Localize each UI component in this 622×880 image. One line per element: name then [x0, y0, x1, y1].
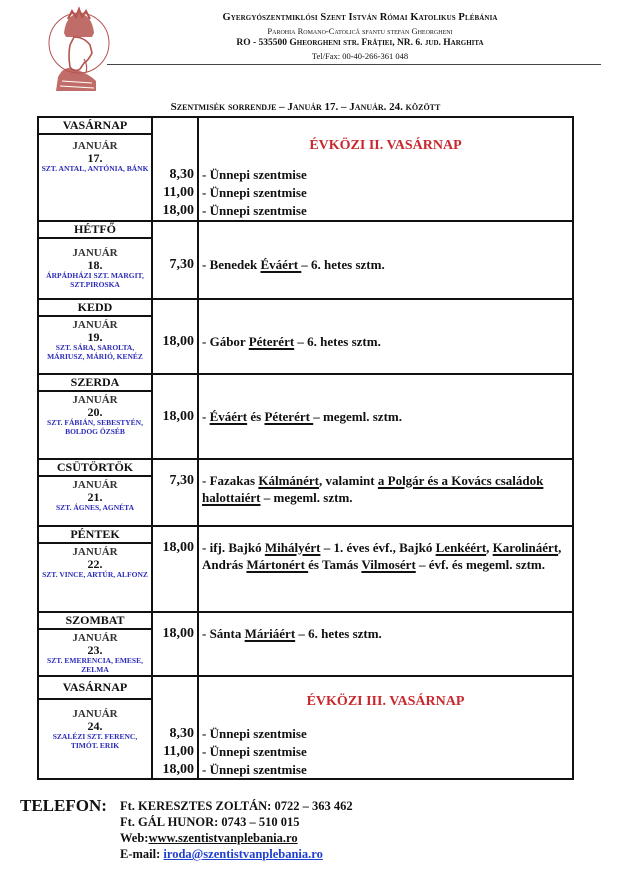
mass-time: 8,30 [169, 726, 194, 741]
date-info [39, 135, 151, 173]
parish-name-romanian: Parohia Romano-Catolică sfantu stefan Gheorgheni [267, 26, 453, 36]
day-number: 22. [87, 557, 103, 571]
day-block [37, 298, 574, 373]
month-label: JANUÁR [72, 546, 118, 558]
mass-intention [202, 408, 566, 425]
telefon-label: TELEFON: [20, 796, 107, 815]
mass-intention [202, 472, 566, 506]
intention-text: - Gábor [202, 334, 249, 349]
description-column [199, 300, 572, 373]
month-label: JANUÁR [72, 319, 118, 331]
time-column [151, 118, 199, 220]
day-name: VASÁRNAP [39, 118, 151, 135]
sunday-title: ÉVKÖZI II. VASÁRNAP [309, 138, 462, 153]
date-info [39, 477, 151, 512]
name-days: SZT. SÁRA, SAROLTA, MÁRIUSZ, MÁRIÓ, KENÉZ [47, 343, 143, 361]
mass-intention: - Ünnepi szentmise [202, 203, 307, 218]
intention-text: – évf. és megeml. sztm. [415, 557, 546, 572]
date-info [39, 239, 151, 289]
day-column [39, 527, 153, 611]
day-name: CSÜTÖRTÖK [39, 460, 151, 477]
time-column [151, 460, 199, 525]
parish-address: RO - 535500 Gheorgheni str. Frăției, NR. 6. jud. Harghita [236, 38, 484, 48]
day-name: SZOMBAT [39, 613, 151, 630]
parish-logo-icon [44, 3, 114, 93]
day-number: 20. [87, 405, 103, 419]
parish-name: Gyergyószentmiklósi Szent István Római Katolikus Plébánia [222, 12, 498, 23]
day-column [39, 613, 153, 675]
header-divider [107, 64, 601, 65]
day-number: 18. [87, 258, 103, 272]
intention-text: – 6. hetes sztm. [294, 334, 381, 349]
name-days: SZT. ÁGNES, AGNÉTA [55, 503, 135, 512]
description-column [199, 613, 572, 675]
day-number: 17. [87, 151, 103, 165]
day-block [37, 116, 574, 220]
intention-name: Éváért [209, 409, 248, 424]
mass-time: 11,00 [163, 185, 194, 200]
month-label: JANUÁR [72, 479, 118, 491]
name-days: SZT. EMERENCIA, EMESE, ZELMA [47, 656, 143, 674]
intention-name: Karolináért [492, 540, 559, 555]
month-label: JANUÁR [72, 394, 118, 406]
description-column [199, 375, 572, 458]
mass-schedule-table [37, 116, 574, 780]
intention-text: – 1. éves évf., Bajkó [320, 540, 436, 555]
mass-intention [202, 539, 566, 573]
date-info [39, 700, 151, 750]
day-name: VASÁRNAP [39, 677, 151, 700]
intention-name: a Polgár és a Kovács családok halottaiért [202, 473, 544, 505]
time-column [151, 527, 199, 611]
day-column [39, 460, 153, 525]
intention-name: Vilmosért [361, 557, 416, 572]
day-number: 19. [87, 330, 103, 344]
time-column [151, 300, 199, 373]
name-days: ÁRPÁDHÁZI SZT. MARGIT, SZT.PIROSKA [46, 271, 144, 289]
intention-name: Máriáért [244, 626, 296, 641]
mass-intention: - Ünnepi szentmise [202, 726, 307, 741]
month-label: JANUÁR [72, 247, 118, 259]
web-link[interactable]: www.szentistvanplebania.ro [148, 831, 298, 845]
day-block [37, 675, 574, 780]
mass-intention [202, 625, 566, 642]
description-column [199, 460, 572, 525]
mass-time: 18,00 [162, 626, 194, 641]
date-info [39, 392, 151, 436]
day-number: 24. [87, 719, 103, 733]
mass-intention [202, 256, 566, 273]
email-line [120, 847, 323, 862]
intention-text: , [486, 540, 493, 555]
description-column [199, 222, 572, 298]
name-days: SZT. VINCE, ARTÚR, ALFONZ [42, 570, 148, 579]
day-block [37, 525, 574, 611]
mass-time: 18,00 [162, 762, 194, 777]
time-column [151, 375, 199, 458]
day-number: 21. [87, 490, 103, 504]
day-block [37, 373, 574, 458]
mass-time: 11,00 [163, 744, 194, 759]
web-line [120, 831, 298, 846]
intention-text: , valamint [319, 473, 378, 488]
date-info [39, 544, 151, 579]
email-label: E-mail: [120, 847, 164, 861]
intention-text: – 6. hetes sztm. [301, 257, 385, 272]
intention-text: – megeml. sztm. [313, 409, 402, 424]
intention-text: - Benedek [202, 257, 261, 272]
email-link[interactable]: iroda@szentistvanplebania.ro [163, 847, 323, 861]
name-days: SZT. ANTAL, ANTÓNIA, BÁNK [41, 164, 149, 173]
month-label: JANUÁR [72, 708, 118, 720]
phone-gal: Ft. GÁL HUNOR: 0743 – 510 015 [120, 815, 300, 829]
name-days: SZT. FÁBIÁN, SEBESTYÉN, BOLDOG ÖZSÉB [47, 418, 143, 436]
intention-text: és Tamás [308, 557, 362, 572]
day-name: PÉNTEK [39, 527, 151, 544]
mass-time: 18,00 [162, 540, 194, 555]
time-column [151, 222, 199, 298]
day-column [39, 677, 153, 778]
mass-intention: - Ünnepi szentmise [202, 762, 307, 777]
day-column [39, 375, 153, 458]
description-column [199, 527, 572, 611]
day-name: HÉTFŐ [39, 222, 151, 239]
date-info [39, 317, 151, 361]
intention-text: - [202, 409, 210, 424]
intention-text: – 6. hetes sztm. [295, 626, 382, 641]
month-label: JANUÁR [72, 140, 118, 152]
schedule-title: Szentmisék sorrendje – Január 17. – Január. 24. között [170, 101, 441, 113]
month-label: JANUÁR [72, 632, 118, 644]
day-column [39, 222, 153, 298]
day-name: KEDD [39, 300, 151, 317]
intention-name: Kálmánért [258, 473, 319, 488]
intention-text: – megeml. sztm. [260, 490, 353, 505]
mass-intention: - Ünnepi szentmise [202, 185, 307, 200]
intention-name: Mihályért [264, 540, 321, 555]
mass-time: 18,00 [162, 203, 194, 218]
day-column [39, 118, 153, 220]
parish-telfax: Tel/Fax: 00-40-266-361 048 [311, 51, 409, 61]
day-column [39, 300, 153, 373]
day-number: 23. [87, 643, 103, 657]
intention-name: Péterért [248, 334, 295, 349]
mass-time: 18,00 [162, 334, 194, 349]
phone-keresztes: Ft. KERESZTES ZOLTÁN: 0722 – 363 462 [120, 799, 353, 813]
sunday-title: ÉVKÖZI III. VASÁRNAP [306, 694, 465, 709]
date-info [39, 630, 151, 674]
intention-name: Éváért [260, 257, 302, 272]
time-column [151, 613, 199, 675]
intention-name: Péterért [264, 409, 314, 424]
mass-intention [202, 333, 566, 350]
intention-name: Lenkéért [435, 540, 487, 555]
day-block [37, 220, 574, 298]
description-column [199, 677, 572, 778]
day-block [37, 458, 574, 525]
intention-text: - Sánta [202, 626, 245, 641]
intention-text: , András [202, 540, 562, 572]
mass-time: 7,30 [169, 257, 194, 272]
mass-time: 8,30 [169, 167, 194, 182]
intention-text: és [247, 409, 265, 424]
mass-time: 7,30 [169, 473, 194, 488]
mass-intention: - Ünnepi szentmise [202, 744, 307, 759]
day-block [37, 611, 574, 675]
name-days: SZALÉZI SZT. FERENC, TIMÓT. ERIK [52, 732, 138, 750]
intention-text: - Fazakas [202, 473, 259, 488]
intention-text: - ifj. Bajkó [202, 540, 265, 555]
web-label: Web: [120, 831, 149, 845]
intention-name: Mártonért [246, 557, 309, 572]
mass-time: 18,00 [162, 409, 194, 424]
mass-intention: - Ünnepi szentmise [202, 167, 307, 182]
time-column [151, 677, 199, 778]
day-name: SZERDA [39, 375, 151, 392]
description-column [199, 118, 572, 220]
